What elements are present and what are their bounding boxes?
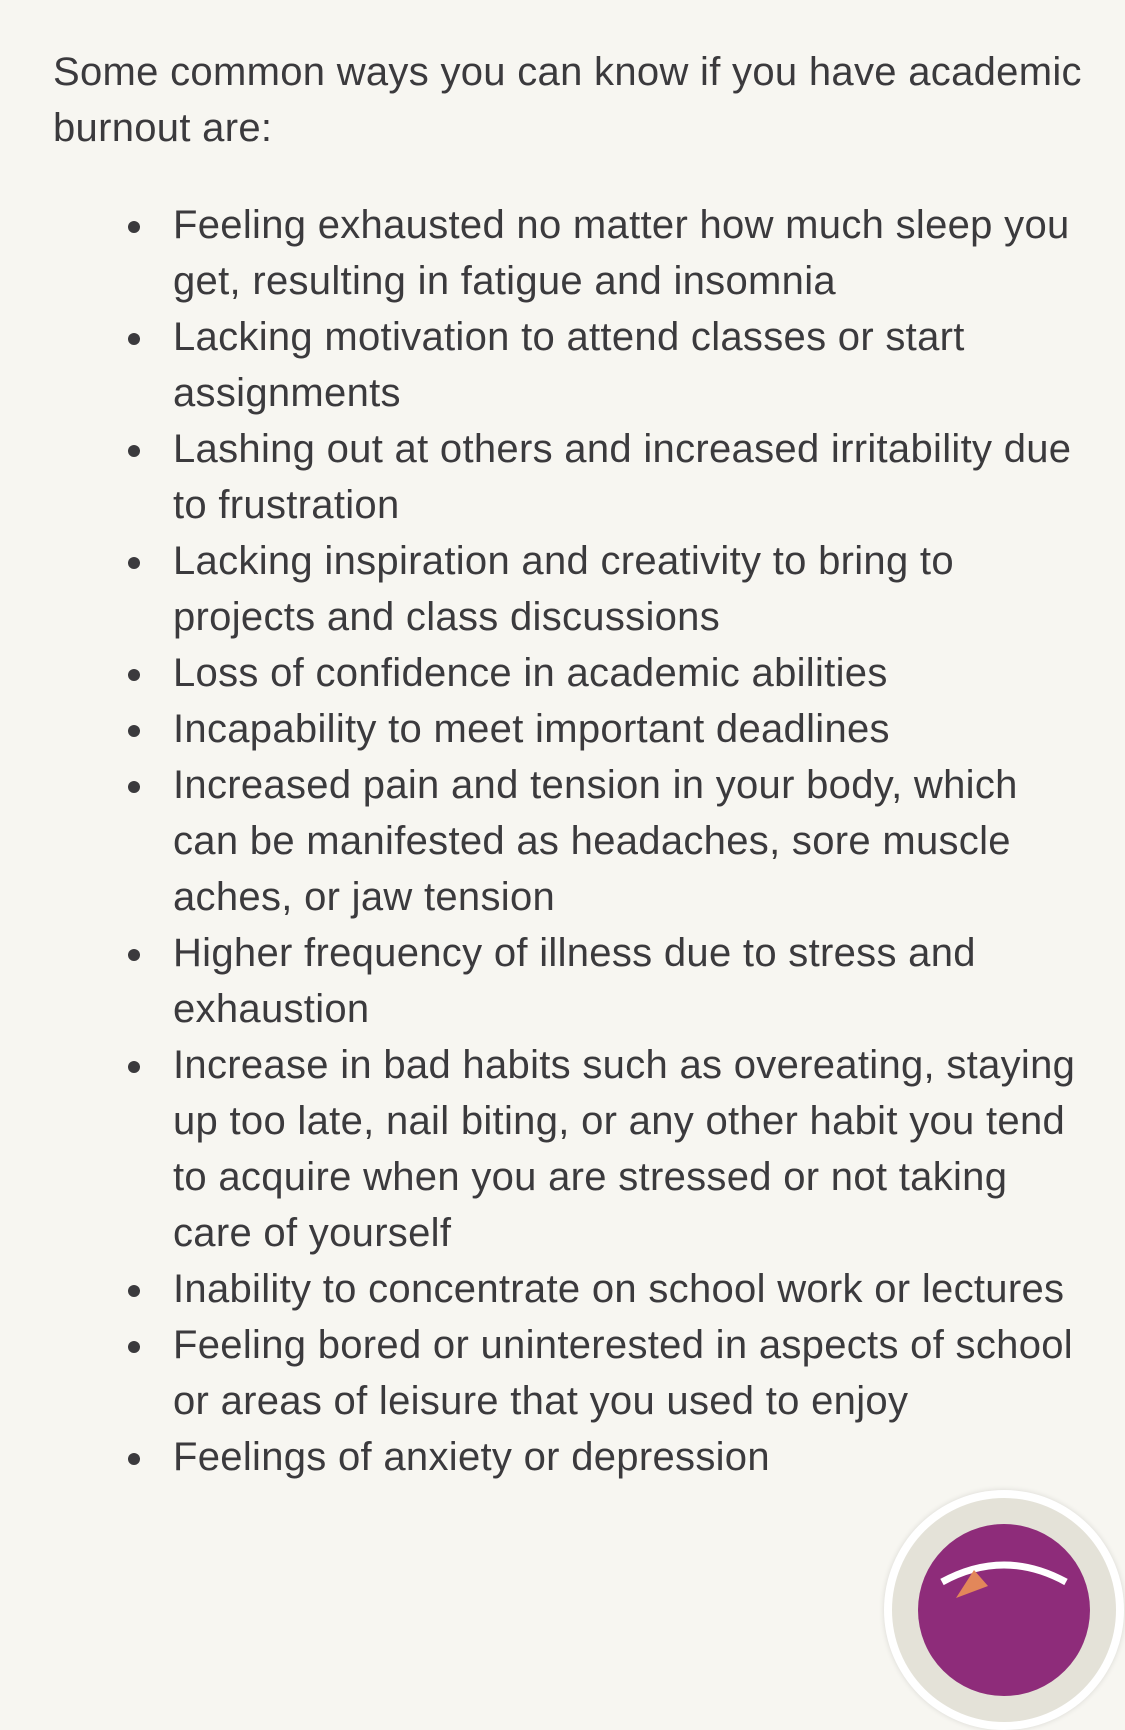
list-item — [53, 1317, 1093, 1429]
list-item-text: Feeling exhausted no matter how much sleep you get, resulting in fatigue and insomnia — [173, 203, 1070, 303]
list-item — [53, 1037, 1093, 1261]
list-item — [53, 533, 1093, 645]
list-item-text: Feelings of anxiety or depression — [173, 1435, 770, 1479]
list-item — [53, 421, 1093, 533]
intro-paragraph: Some common ways you can know if you have academic burnout are: — [53, 50, 1082, 150]
bullet-icon — [128, 1285, 140, 1297]
list-item — [53, 1261, 1093, 1317]
list-item-text: Lashing out at others and increased irritability due to frustration — [173, 427, 1072, 527]
bullet-icon — [128, 333, 140, 345]
article-content — [53, 44, 1093, 1485]
list-item-text: Loss of confidence in academic abilities — [173, 651, 888, 695]
floating-logo-badge[interactable] — [884, 1490, 1124, 1730]
list-item-text: Higher frequency of illness due to stress and exhaustion — [173, 931, 976, 1031]
list-item-text: Incapability to meet important deadlines — [173, 707, 890, 751]
bullet-icon — [128, 1453, 140, 1465]
list-item-text: Increase in bad habits such as overeating, staying up too late, nail biting, or any other habit you tend to acquire when you are stressed or not taking care of yourself — [173, 1043, 1076, 1255]
bullet-icon — [128, 725, 140, 737]
bullet-icon — [128, 1061, 140, 1073]
list-item-text: Lacking motivation to attend classes or start assignments — [173, 315, 965, 415]
bullet-icon — [128, 445, 140, 457]
bullet-icon — [128, 1341, 140, 1353]
symptoms-list — [53, 197, 1093, 1485]
list-item — [53, 309, 1093, 421]
list-item — [53, 925, 1093, 1037]
bullet-icon — [128, 781, 140, 793]
list-item — [53, 197, 1093, 309]
list-item — [53, 701, 1093, 757]
list-item — [53, 645, 1093, 701]
list-item — [53, 1429, 1093, 1485]
list-item-text: Feeling bored or uninterested in aspects of school or areas of leisure that you used to enjoy — [173, 1323, 1073, 1423]
list-item-text: Inability to concentrate on school work or lectures — [173, 1267, 1065, 1311]
bullet-icon — [128, 557, 140, 569]
floating-logo-badge-icon — [884, 1490, 1124, 1730]
list-item-text: Lacking inspiration and creativity to bring to projects and class discussions — [173, 539, 954, 639]
bullet-icon — [128, 949, 140, 961]
bullet-icon — [128, 669, 140, 681]
list-item — [53, 757, 1093, 925]
bullet-icon — [128, 221, 140, 233]
list-item-text: Increased pain and tension in your body, which can be manifested as headaches, sore muscle aches, or jaw tension — [173, 763, 1018, 919]
